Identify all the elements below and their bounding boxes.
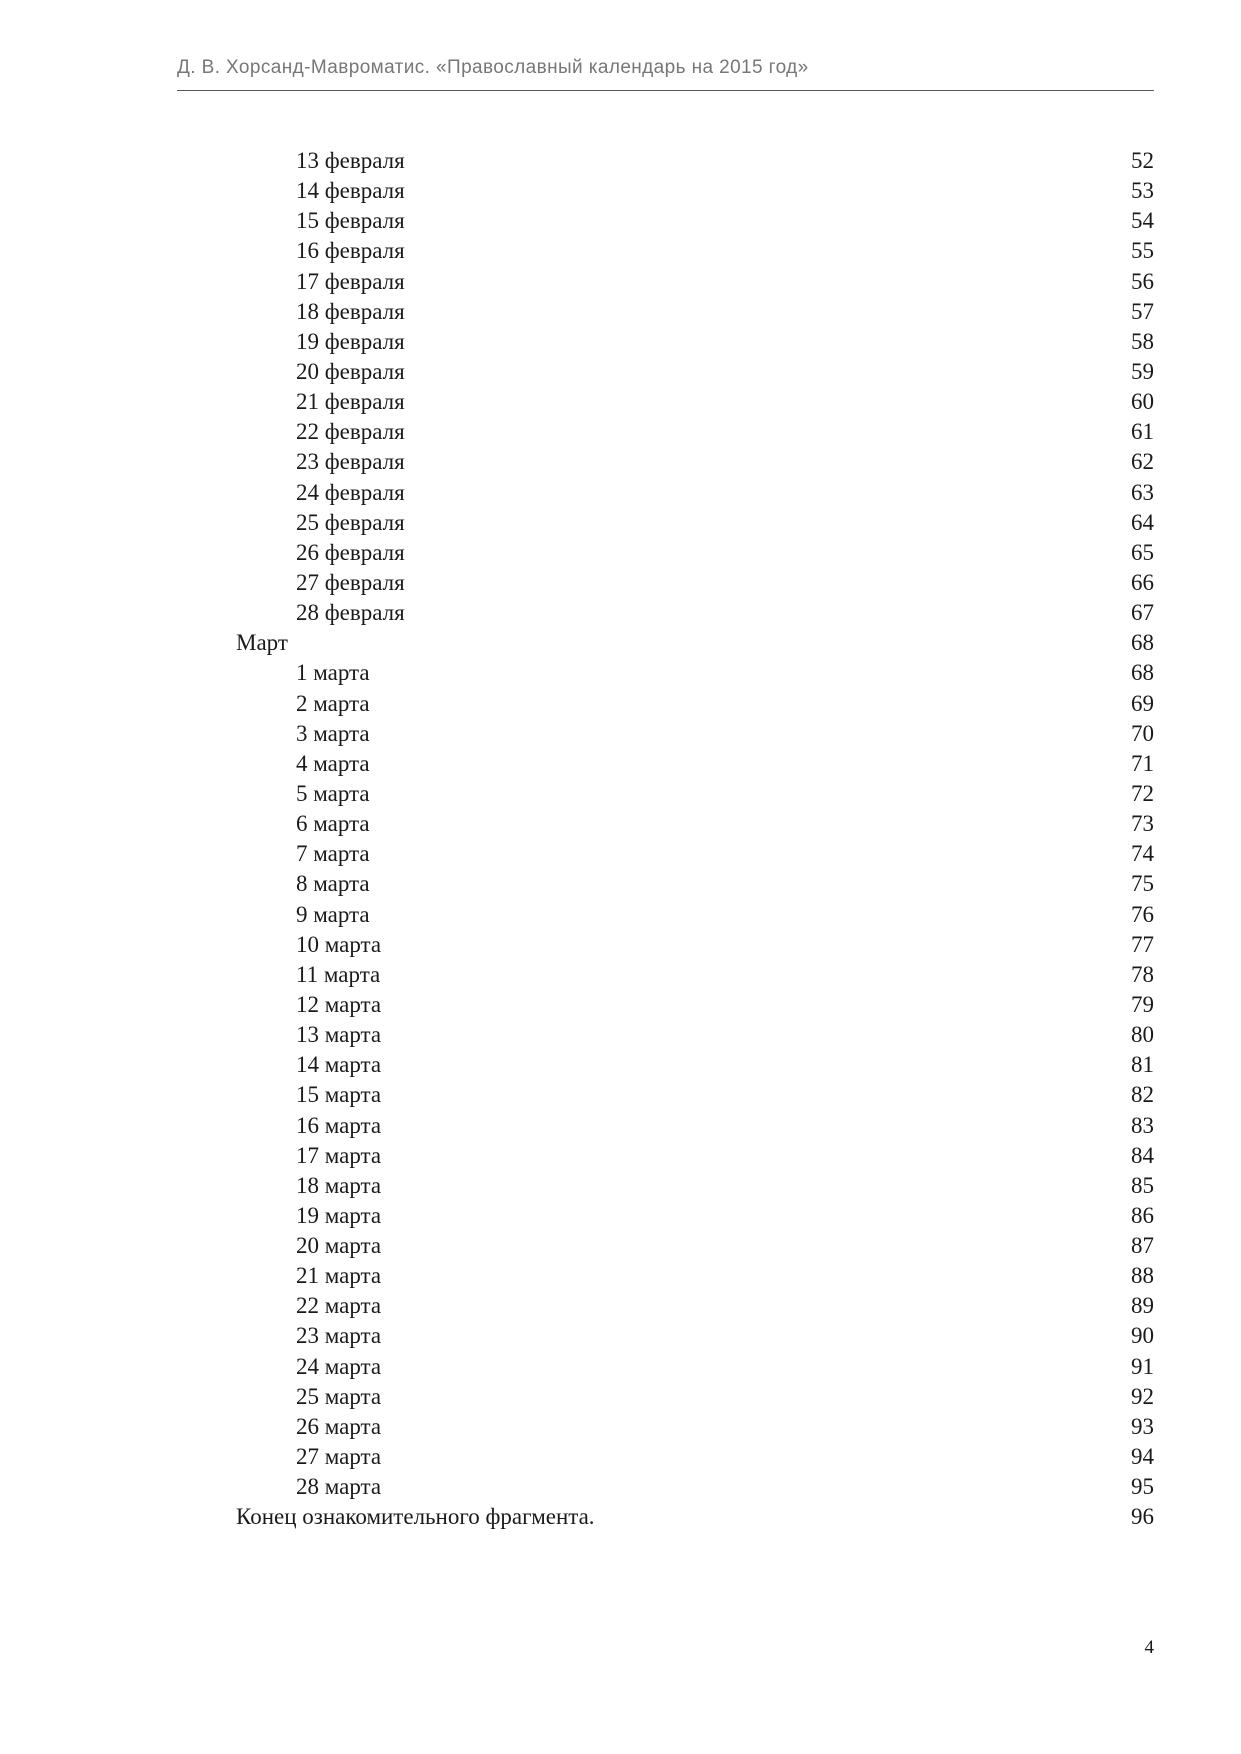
toc-entry-label: 7 марта <box>296 841 370 867</box>
toc-entry-page: 73 <box>1131 811 1154 837</box>
toc-entry[interactable] <box>0 960 1241 990</box>
toc-entry-label: 13 февраля <box>296 148 405 173</box>
toc-entry[interactable] <box>0 1442 1241 1472</box>
toc-entry-page: 85 <box>1131 1172 1154 1198</box>
toc-entry[interactable] <box>0 1412 1241 1442</box>
toc-entry-label: 19 марта <box>296 1202 382 1228</box>
toc-entry-page: 69 <box>1131 690 1154 716</box>
toc-entry-page: 75 <box>1131 871 1154 897</box>
toc-entry-page: 66 <box>1131 569 1154 595</box>
toc-entry[interactable] <box>0 357 1241 387</box>
toc-entry-page: 52 <box>1131 148 1154 173</box>
toc-entry-page: 63 <box>1131 479 1154 505</box>
toc-entry-page: 84 <box>1131 1142 1154 1168</box>
toc-entry[interactable] <box>0 417 1241 447</box>
toc-entry-label: 23 марта <box>296 1323 382 1349</box>
toc-entry-label: 19 февраля <box>296 328 405 354</box>
toc-entry[interactable] <box>0 1261 1241 1291</box>
toc-entry-page: 86 <box>1131 1202 1154 1228</box>
toc-entry-label: 5 марта <box>296 780 370 806</box>
toc-entry[interactable] <box>0 387 1241 417</box>
toc-entry[interactable] <box>0 176 1241 206</box>
toc-entry[interactable] <box>0 206 1241 236</box>
toc-entry-label: 16 марта <box>296 1112 382 1138</box>
toc-entry[interactable] <box>0 1321 1241 1351</box>
toc-entry-page: 58 <box>1131 328 1154 354</box>
toc-entry-label: 16 февраля <box>296 238 405 264</box>
toc-entry-label: 18 марта <box>296 1172 382 1198</box>
toc-entry[interactable] <box>0 1171 1241 1201</box>
toc-entry-label: 26 февраля <box>296 539 405 565</box>
toc-entry-label: 13 марта <box>296 1022 382 1048</box>
toc-entry-page: 82 <box>1131 1082 1154 1108</box>
toc-entry-page: 60 <box>1131 389 1154 415</box>
toc-entry-label: 4 марта <box>296 750 370 776</box>
toc-entry-page: 89 <box>1131 1293 1154 1319</box>
toc-entry-page: 67 <box>1131 600 1154 626</box>
toc-entry-label: 22 февраля <box>296 419 405 445</box>
toc-entry-label: 17 февраля <box>296 268 405 294</box>
toc-section-entry[interactable] <box>0 1502 1241 1532</box>
toc-entry-page: 87 <box>1131 1233 1154 1259</box>
toc-entry[interactable] <box>0 508 1241 538</box>
toc-entry-page: 93 <box>1131 1413 1154 1439</box>
toc-entry-label: 28 февраля <box>296 600 405 626</box>
toc-entry[interactable] <box>0 809 1241 839</box>
toc-entry-page: 62 <box>1131 449 1154 475</box>
toc-entry[interactable] <box>0 990 1241 1020</box>
toc-entry-page: 88 <box>1131 1263 1154 1289</box>
toc-entry-page: 61 <box>1131 419 1154 445</box>
toc-entry[interactable] <box>0 1141 1241 1171</box>
toc-entry[interactable] <box>0 297 1241 327</box>
toc-entry[interactable] <box>0 1472 1241 1502</box>
toc-entry[interactable] <box>0 658 1241 688</box>
toc-entry-label: 6 марта <box>296 811 370 837</box>
toc-entry-label: Конец ознакомительного фрагмента. <box>236 1504 595 1530</box>
toc-entry[interactable] <box>0 1020 1241 1050</box>
toc-entry-label: Март <box>236 630 288 656</box>
toc-entry[interactable] <box>0 146 1241 176</box>
toc-entry-label: 3 марта <box>296 720 370 746</box>
toc-entry-label: 18 февраля <box>296 298 405 324</box>
toc-entry[interactable] <box>0 267 1241 297</box>
toc-entry[interactable] <box>0 1050 1241 1080</box>
toc-entry[interactable] <box>0 779 1241 809</box>
toc-entry[interactable] <box>0 869 1241 899</box>
running-title: Д. В. Хорсанд-Мавроматис. «Православный календарь на 2015 год» <box>177 57 809 78</box>
toc-entry-label: 15 февраля <box>296 208 405 234</box>
toc-entry-page: 76 <box>1131 901 1154 927</box>
toc-entry[interactable] <box>0 900 1241 930</box>
toc-entry[interactable] <box>0 327 1241 357</box>
toc-entry-page: 57 <box>1131 298 1154 324</box>
toc-entry[interactable] <box>0 749 1241 779</box>
toc-entry-page: 54 <box>1131 208 1154 234</box>
toc-entry-label: 25 февраля <box>296 509 405 535</box>
toc-entry-label: 23 февраля <box>296 449 405 475</box>
toc-entry-label: 9 марта <box>296 901 370 927</box>
toc-entry-page: 64 <box>1131 509 1154 535</box>
toc-entry[interactable] <box>0 1352 1241 1382</box>
toc-entry-page: 91 <box>1131 1353 1154 1379</box>
toc-entry-label: 11 марта <box>296 961 381 987</box>
toc-entry[interactable] <box>0 1111 1241 1141</box>
toc-entry[interactable] <box>0 689 1241 719</box>
toc-entry-page: 77 <box>1131 931 1154 957</box>
toc-entry-label: 26 марта <box>296 1413 382 1439</box>
toc-entry[interactable] <box>0 1201 1241 1231</box>
toc-entry-page: 72 <box>1131 780 1154 806</box>
toc-entry[interactable] <box>0 478 1241 508</box>
toc-entry-page: 65 <box>1131 539 1154 565</box>
toc-entry[interactable] <box>0 538 1241 568</box>
toc-entry-page: 71 <box>1131 750 1154 776</box>
toc-entry-page: 68 <box>1131 630 1154 656</box>
toc-entry-label: 20 февраля <box>296 358 405 384</box>
toc-entry[interactable] <box>0 1291 1241 1321</box>
toc-entry[interactable] <box>0 1080 1241 1110</box>
toc-section-entry[interactable] <box>0 628 1241 658</box>
toc-entry-label: 27 марта <box>296 1444 382 1470</box>
toc-entry[interactable] <box>0 236 1241 266</box>
toc-entry-page: 80 <box>1131 1022 1154 1048</box>
running-header <box>177 56 1154 91</box>
toc-entry-page: 70 <box>1131 720 1154 746</box>
toc-entry-page: 92 <box>1131 1383 1154 1409</box>
toc-entry-page: 59 <box>1131 358 1154 384</box>
toc-entry-page: 94 <box>1131 1444 1154 1470</box>
toc-entry-label: 28 марта <box>296 1474 382 1500</box>
toc-entry-label: 17 марта <box>296 1142 382 1168</box>
toc-entry-label: 12 марта <box>296 991 382 1017</box>
page-number: 4 <box>1144 1637 1154 1658</box>
toc-entry-label: 20 марта <box>296 1233 382 1259</box>
toc-entry-label: 8 марта <box>296 871 370 897</box>
toc-entry-label: 21 марта <box>296 1263 382 1289</box>
toc-entry-page: 53 <box>1131 178 1154 204</box>
toc-entry[interactable] <box>0 598 1241 628</box>
toc-entry-label: 25 марта <box>296 1383 382 1409</box>
toc-entry-label: 14 марта <box>296 1052 382 1078</box>
toc-entry-label: 27 февраля <box>296 569 405 595</box>
toc-entry-page: 55 <box>1131 238 1154 264</box>
toc-entry-label: 1 марта <box>296 660 370 686</box>
toc-entry[interactable] <box>0 1231 1241 1261</box>
toc-entry-label: 24 февраля <box>296 479 405 505</box>
toc-entry-page: 74 <box>1131 841 1154 867</box>
toc-entry-page: 96 <box>1131 1504 1154 1530</box>
toc-entry-label: 15 марта <box>296 1082 382 1108</box>
toc-entry-page: 83 <box>1131 1112 1154 1138</box>
toc-entry-page: 81 <box>1131 1052 1154 1078</box>
toc-entry-page: 79 <box>1131 991 1154 1017</box>
toc-entry-page: 78 <box>1131 961 1154 987</box>
toc-entry-page: 56 <box>1131 268 1154 294</box>
table-of-contents <box>0 146 1241 1532</box>
toc-entry-page: 68 <box>1131 660 1154 686</box>
toc-entry-label: 24 марта <box>296 1353 382 1379</box>
toc-entry-label: 21 февраля <box>296 389 405 415</box>
toc-entry-label: 14 февраля <box>296 178 405 204</box>
toc-entry-label: 2 марта <box>296 690 370 716</box>
toc-entry[interactable] <box>0 1382 1241 1412</box>
toc-entry[interactable] <box>0 930 1241 960</box>
toc-entry[interactable] <box>0 719 1241 749</box>
toc-entry-page: 90 <box>1131 1323 1154 1349</box>
toc-entry[interactable] <box>0 839 1241 869</box>
toc-entry[interactable] <box>0 568 1241 598</box>
toc-entry[interactable] <box>0 447 1241 477</box>
toc-entry-label: 10 марта <box>296 931 382 957</box>
toc-entry-page: 95 <box>1131 1474 1154 1500</box>
toc-entry-label: 22 марта <box>296 1293 382 1319</box>
